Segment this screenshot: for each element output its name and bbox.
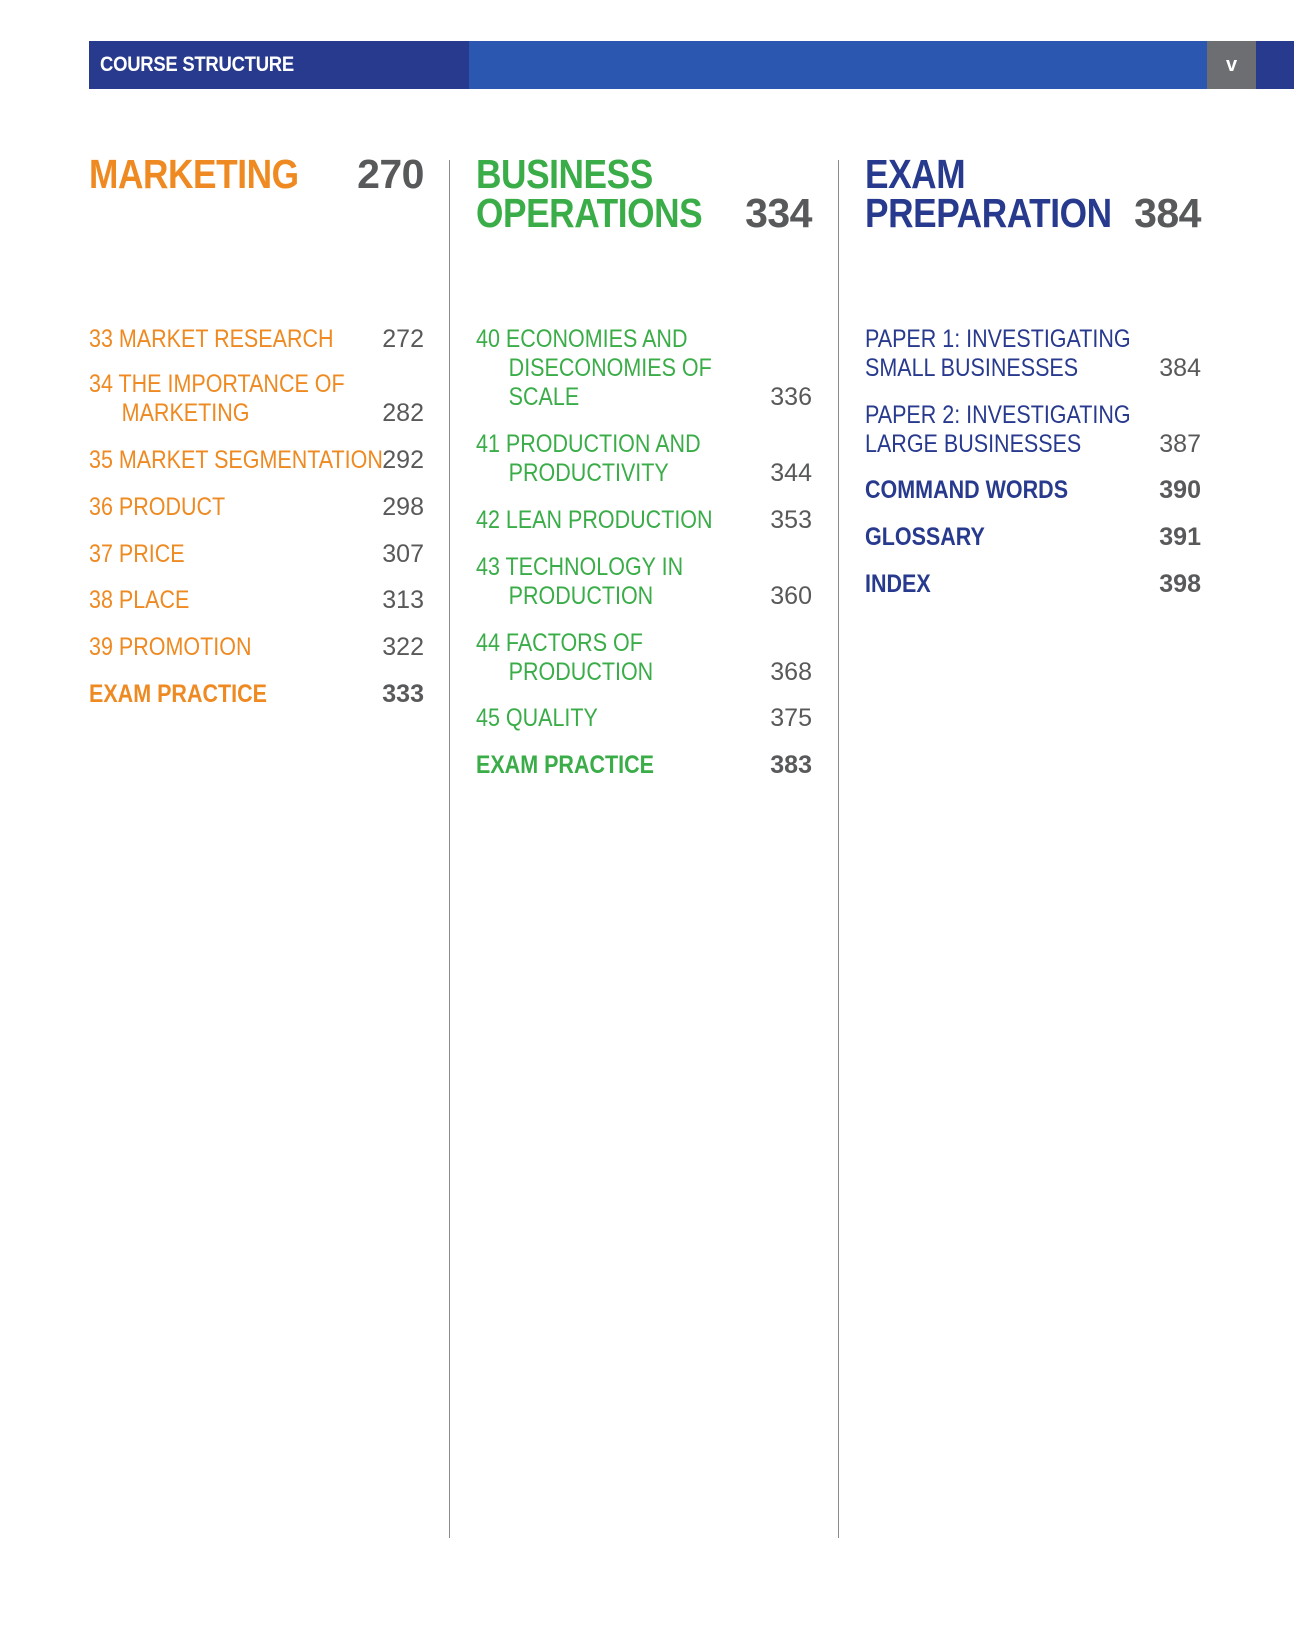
header-light-band (469, 41, 1294, 89)
section-title: EXAM PREPARATION (865, 151, 1112, 236)
column-divider (838, 160, 839, 1538)
toc-entry[interactable]: 39 PROMOTION 322 (89, 633, 424, 661)
toc-entry[interactable]: 36 PRODUCT 298 (89, 493, 424, 521)
toc-entry[interactable]: 35 MARKET SEGMENTATION 292 (89, 446, 424, 474)
header-dark-band (89, 41, 469, 89)
section-page: 270 (357, 151, 424, 197)
toc-entry[interactable]: GLOSSARY 391 (865, 523, 1201, 551)
toc-entry[interactable]: 40 ECONOMIES AND DISECONOMIES OF SCALE 336 (476, 325, 812, 411)
toc-entry[interactable]: 43 TECHNOLOGY IN PRODUCTION 360 (476, 553, 812, 610)
section-heading (476, 151, 812, 236)
toc-entry[interactable]: 38 PLACE 313 (89, 586, 424, 614)
section-page: 384 (1134, 190, 1201, 236)
toc-entry[interactable]: PAPER 2: INVESTIGATING LARGE BUSINESSES 387 (865, 401, 1201, 458)
toc-entry-exam-practice[interactable]: EXAM PRACTICE 333 (89, 680, 424, 708)
toc-entry[interactable]: 34 THE IMPORTANCE OF MARKETING 282 (89, 370, 424, 427)
toc-entry[interactable]: COMMAND WORDS 390 (865, 476, 1201, 504)
toc-entry[interactable]: 37 PRICE 307 (89, 540, 424, 568)
header-title: COURSE STRUCTURE (100, 53, 294, 76)
section-title: BUSINESS OPERATIONS (476, 151, 703, 236)
toc-entry[interactable]: INDEX 398 (865, 570, 1201, 598)
page-header (89, 41, 1294, 89)
section-title: MARKETING (89, 151, 299, 197)
toc-entry[interactable]: 33 MARKET RESEARCH 272 (89, 325, 424, 353)
header-tail-band (1256, 41, 1294, 89)
toc-entry[interactable]: 45 QUALITY 375 (476, 704, 812, 732)
section-page: 334 (745, 190, 812, 236)
page-number: v (1207, 41, 1256, 89)
toc-entry-exam-practice[interactable]: EXAM PRACTICE 383 (476, 751, 812, 779)
toc-entry[interactable]: 42 LEAN PRODUCTION 353 (476, 506, 812, 534)
section-heading (865, 151, 1201, 236)
toc-entry[interactable]: PAPER 1: INVESTIGATING SMALL BUSINESSES 384 (865, 325, 1201, 382)
column-divider (449, 160, 450, 1538)
section-heading (89, 151, 424, 197)
toc-entry[interactable]: 44 FACTORS OF PRODUCTION 368 (476, 629, 812, 686)
toc-entry[interactable]: 41 PRODUCTION AND PRODUCTIVITY 344 (476, 430, 812, 487)
